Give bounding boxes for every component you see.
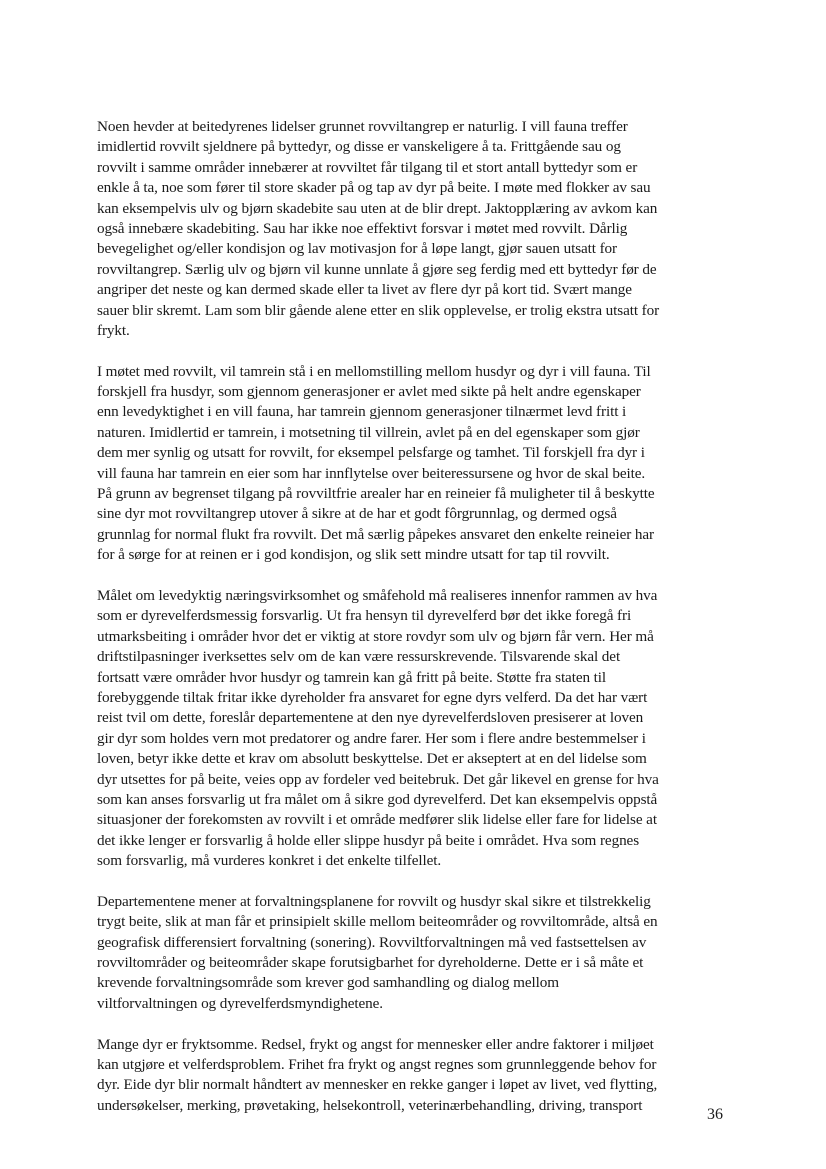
text-line: Noen hevder at beitedyrenes lidelser grunnet rovviltangrep er naturlig. I vill fauna treffer [97, 118, 628, 135]
text-line: fortsatt være områder hvor husdyr og tamrein kan gå fritt på beite. Støtte fra staten til [97, 668, 607, 686]
text-line: naturen. Imidlertid er tamrein, i motsetning til villrein, avlet på en del egenskaper som gjør [97, 423, 640, 441]
text-line: I møtet med rovvilt, vil tamrein stå i en mellomstilling mellom husdyr og dyr i vill fauna. Til [97, 362, 651, 380]
paragraph [97, 892, 727, 1014]
text-line: geografisk differensiert forvaltning (sonering). Rovviltforvaltningen må ved fastsettelsen av [97, 933, 647, 951]
text-line: Departementene mener at forvaltningsplanene for rovvilt og husdyr skal sikre et tilstrekkelig [97, 892, 651, 910]
text-line: rovviltområder og beiteområder skape forutsigbarhet for dyreholderne. Dette er i så måte et [97, 954, 644, 972]
paragraph [97, 362, 727, 566]
text-line: Målet om levedyktig næringsvirksomhet og småfehold må realiseres innenfor rammen av hva [97, 586, 658, 604]
text-line: angriper det neste og kan dermed skade eller ta livet av flere dyr på kort tid. Svært mange [97, 281, 632, 299]
text-line: vill fauna har tamrein en eier som har innflytelse over beiteressursene og hvor de skal beite. [97, 464, 646, 482]
paragraph [97, 586, 727, 871]
text-line: sauer blir skremt. Lam som blir gående alene etter en slik opplevelse, er trolig ekstra utsatt for [97, 301, 660, 319]
text-line: dyr utsettes for på beite, veies opp av fordeler ved beitebruk. Det går likevel en grense for hva [97, 770, 659, 788]
text-line: rovviltangrep. Særlig ulv og bjørn vil kunne unnlate å gjøre seg ferdig med ett byttedyr før de [97, 260, 657, 278]
text-line: enn levedyktighet i en vill fauna, har tamrein gjennom generasjoner tilnærmet levd fritt i [97, 403, 627, 421]
text-line: krevende forvaltningsområde som krever god samhandling og dialog mellom [97, 974, 559, 992]
body-text [97, 117, 727, 1137]
text-line: som kan anses forsvarlig ut fra målet om å sikre god dyrevelferd. Det kan eksempelvis oppstå [97, 790, 658, 808]
text-line: Mange dyr er fryktsomme. Redsel, frykt og angst for mennesker eller andre faktorer i miljøet [97, 1035, 654, 1053]
text-line: viltforvaltningen og dyrevelferdsmyndighetene. [97, 994, 383, 1012]
text-line: kan eksempelvis ulv og bjørn skadebite sau uten at de blir drept. Jaktopplæring av avkom kan [97, 199, 658, 217]
text-line: dyr. Eide dyr blir normalt håndtert av mennesker en rekke ganger i løpet av livet, ved flytting, [97, 1076, 658, 1094]
paragraph [97, 117, 727, 341]
page-number: 36 [707, 1106, 723, 1123]
text-line: rovvilt i samme områder innebærer at rovviltet får tilgang til et stort antall byttedyr som er [97, 158, 638, 176]
text-line: loven, betyr ikke dette et krav om absolutt beskyttelse. Det er akseptert at en del lidelse som [97, 750, 647, 768]
text-line: dem mer synlig og utsatt for rovvilt, for eksempel pelsfarge og tamhet. Til forskjell fra dyr i [97, 444, 645, 462]
paragraph [97, 1035, 727, 1117]
text-line: sine dyr mot rovviltangrep utover å sikre at de har et godt fôrgrunnlag, og dermed også [97, 505, 617, 523]
text-line: også innebære skadebiting. Sau har ikke noe effektivt forsvar i møtet med rovvilt. Dårlig [97, 219, 628, 237]
text-line: imidlertid rovvilt sjeldnere på byttedyr, og disse er vanskeligere å ta. Frittgående sau og [97, 138, 621, 156]
text-line: det ikke lenger er forsvarlig å holde eller slippe husdyr på beite i området. Hva som regnes [97, 831, 640, 849]
text-line: som er dyrevelferdsmessig forsvarlig. Ut fra hensyn til dyrevelferd bør det ikke foregå fri [97, 607, 632, 625]
text-line: På grunn av begrenset tilgang på rovviltfrie arealer har en reineier få muligheter til å beskytte [97, 485, 655, 503]
text-line: gir dyr som holdes vern mot predatorer og andre farer. Her som i flere andre bestemmelser i [97, 729, 646, 747]
text-line: for å sørge for at reinen er i god kondisjon, og slik sett mindre utsatt for tap til rovvilt. [97, 546, 610, 564]
text-line: forskjell fra husdyr, som gjennom generasjoner er avlet med sikte på helt andre egenskaper [97, 383, 641, 401]
text-line: bevegelighet og/eller kondisjon og lav motivasjon for å løpe langt, gjør sauen utsatt for [97, 240, 618, 258]
text-line: som forsvarlig, må vurderes konkret i det enkelte tilfellet. [97, 852, 442, 870]
text-line: kan utgjøre et velferdsproblem. Frihet fra frykt og angst regnes som grunnleggende behov for [97, 1055, 657, 1073]
text-line: trygt beite, slik at man får et prinsipielt skille mellom beiteområder og rovviltområde, altså en [97, 913, 658, 931]
text-line: driftstilpasninger iverksettes selv om de kan være ressurskrevende. Tilsvarende skal det [97, 648, 621, 666]
text-line: situasjoner der forekomsten av rovvilt i et område medfører slik lidelse eller fare for lidelse at [97, 811, 657, 829]
text-line: frykt. [97, 321, 130, 339]
text-line: grunnlag for normal flukt fra rovvilt. Det må særlig påpekes ansvaret den enkelte reineier har [97, 525, 654, 543]
text-line: enkle å ta, noe som fører til store skader på og tap av dyr på beite. I møte med flokker av sau [97, 179, 651, 197]
text-line: reist tvil om dette, foreslår departementene at den nye dyrevelferdsloven presiserer at loven [97, 709, 644, 727]
text-line: undersøkelser, merking, prøvetaking, helsekontroll, veterinærbehandling, driving, transport [97, 1096, 643, 1114]
text-line: utmarksbeiting i områder hvor det er viktig at store rovdyr som ulv og bjørn får vern. Her må [97, 627, 654, 645]
text-line: forebyggende tiltak fritar ikke dyreholder fra ansvaret for egne dyrs velferd. Da det har vært [97, 688, 648, 706]
